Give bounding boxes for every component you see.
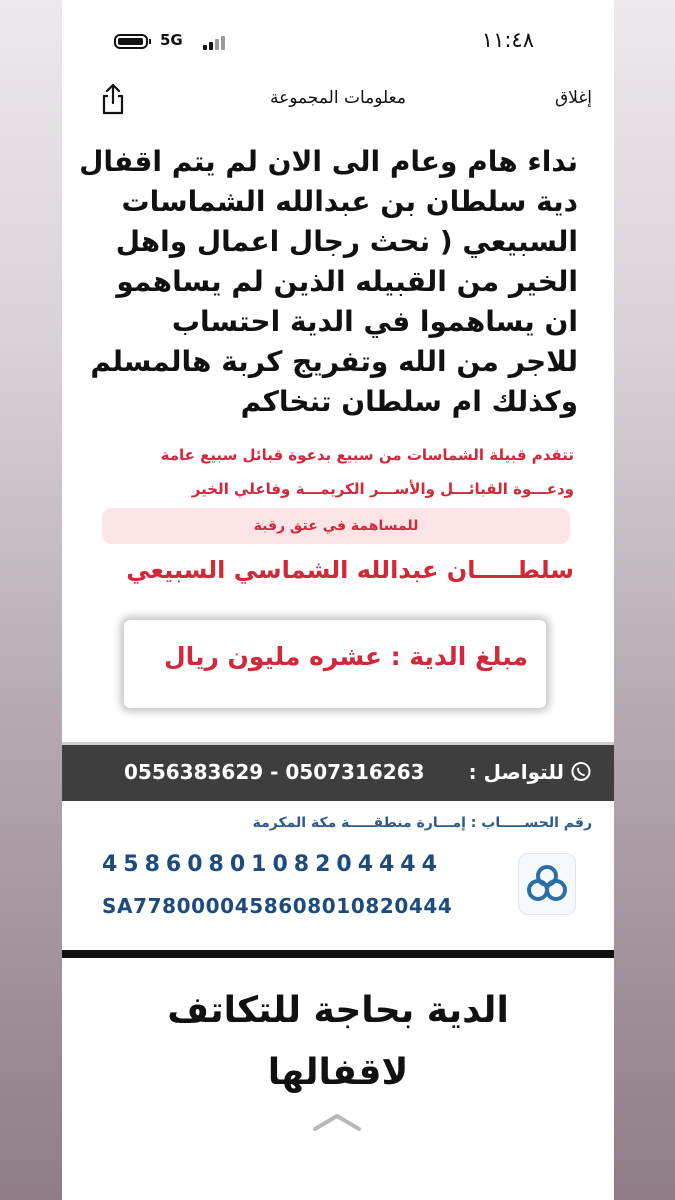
iban-number: SA7780000458608010820444 <box>102 894 453 918</box>
status-bar <box>62 24 614 60</box>
diya-amount: مبلغ الدية : عشره مليون ريال <box>163 642 528 671</box>
contact-label: للتواصل : <box>468 760 564 784</box>
footer-caption <box>62 980 614 1104</box>
announcement-text <box>79 142 578 422</box>
signal-icon <box>203 34 225 50</box>
announcement-line: السبيعي ( نحث رجال اعمال واهل <box>115 225 578 258</box>
chevron-up-icon[interactable] <box>312 1112 362 1132</box>
group-info-header <box>62 80 614 120</box>
invite-line-1: تتقدم قبيلة الشماسات من سبيع بدعوة قبائل سبيع عامة <box>160 446 574 464</box>
account-number: 4586080108204444 <box>102 852 443 877</box>
account-label: رقم الحســـــاب : إمـــارة منطقـــــة مكة المكرمة <box>252 815 592 831</box>
announcement-line: للاجر من الله وتفريج كربة هالمسلم <box>90 345 578 378</box>
page-title: معلومات المجموعة <box>270 88 406 108</box>
announcement-line: نداء هام وعام الى الان لم يتم اقفال <box>79 145 578 178</box>
amount-box <box>124 620 546 708</box>
clock: ١١:٤٨ <box>481 28 534 52</box>
phone-screen <box>62 0 614 1200</box>
contact-bar <box>62 742 614 801</box>
whatsapp-icon <box>570 761 592 783</box>
footer-line: لاقفالها <box>267 1052 409 1093</box>
close-button[interactable]: إغلاق <box>555 88 592 108</box>
announcement-line: وكذلك ام سلطان تنخاكم <box>240 385 578 418</box>
network-type: 5G <box>160 31 183 49</box>
contact-numbers: 0556383629 - 0507316263 <box>124 760 425 784</box>
bank-logo-icon <box>518 853 576 915</box>
divider <box>62 950 614 958</box>
announcement-line: الخير من القبيله الذين لم يساهمو <box>116 265 578 298</box>
battery-icon <box>114 34 148 49</box>
contribute-text: للمساهمة في عتق رقبة <box>253 518 419 534</box>
contribute-banner <box>102 508 570 544</box>
announcement-line: ان يساهموا في الدية احتساب <box>171 305 578 338</box>
person-name: سلطـــــان عبدالله الشماسي السبيعي <box>126 556 574 584</box>
footer-line: الدية بحاجة للتكاتف <box>167 990 509 1031</box>
announcement-line: دية سلطان بن عبدالله الشماسات <box>121 185 578 218</box>
invite-line-2: ودعـــوة القبائـــل والأســـر الكريمـــة وفاعلي الخير <box>191 480 574 498</box>
